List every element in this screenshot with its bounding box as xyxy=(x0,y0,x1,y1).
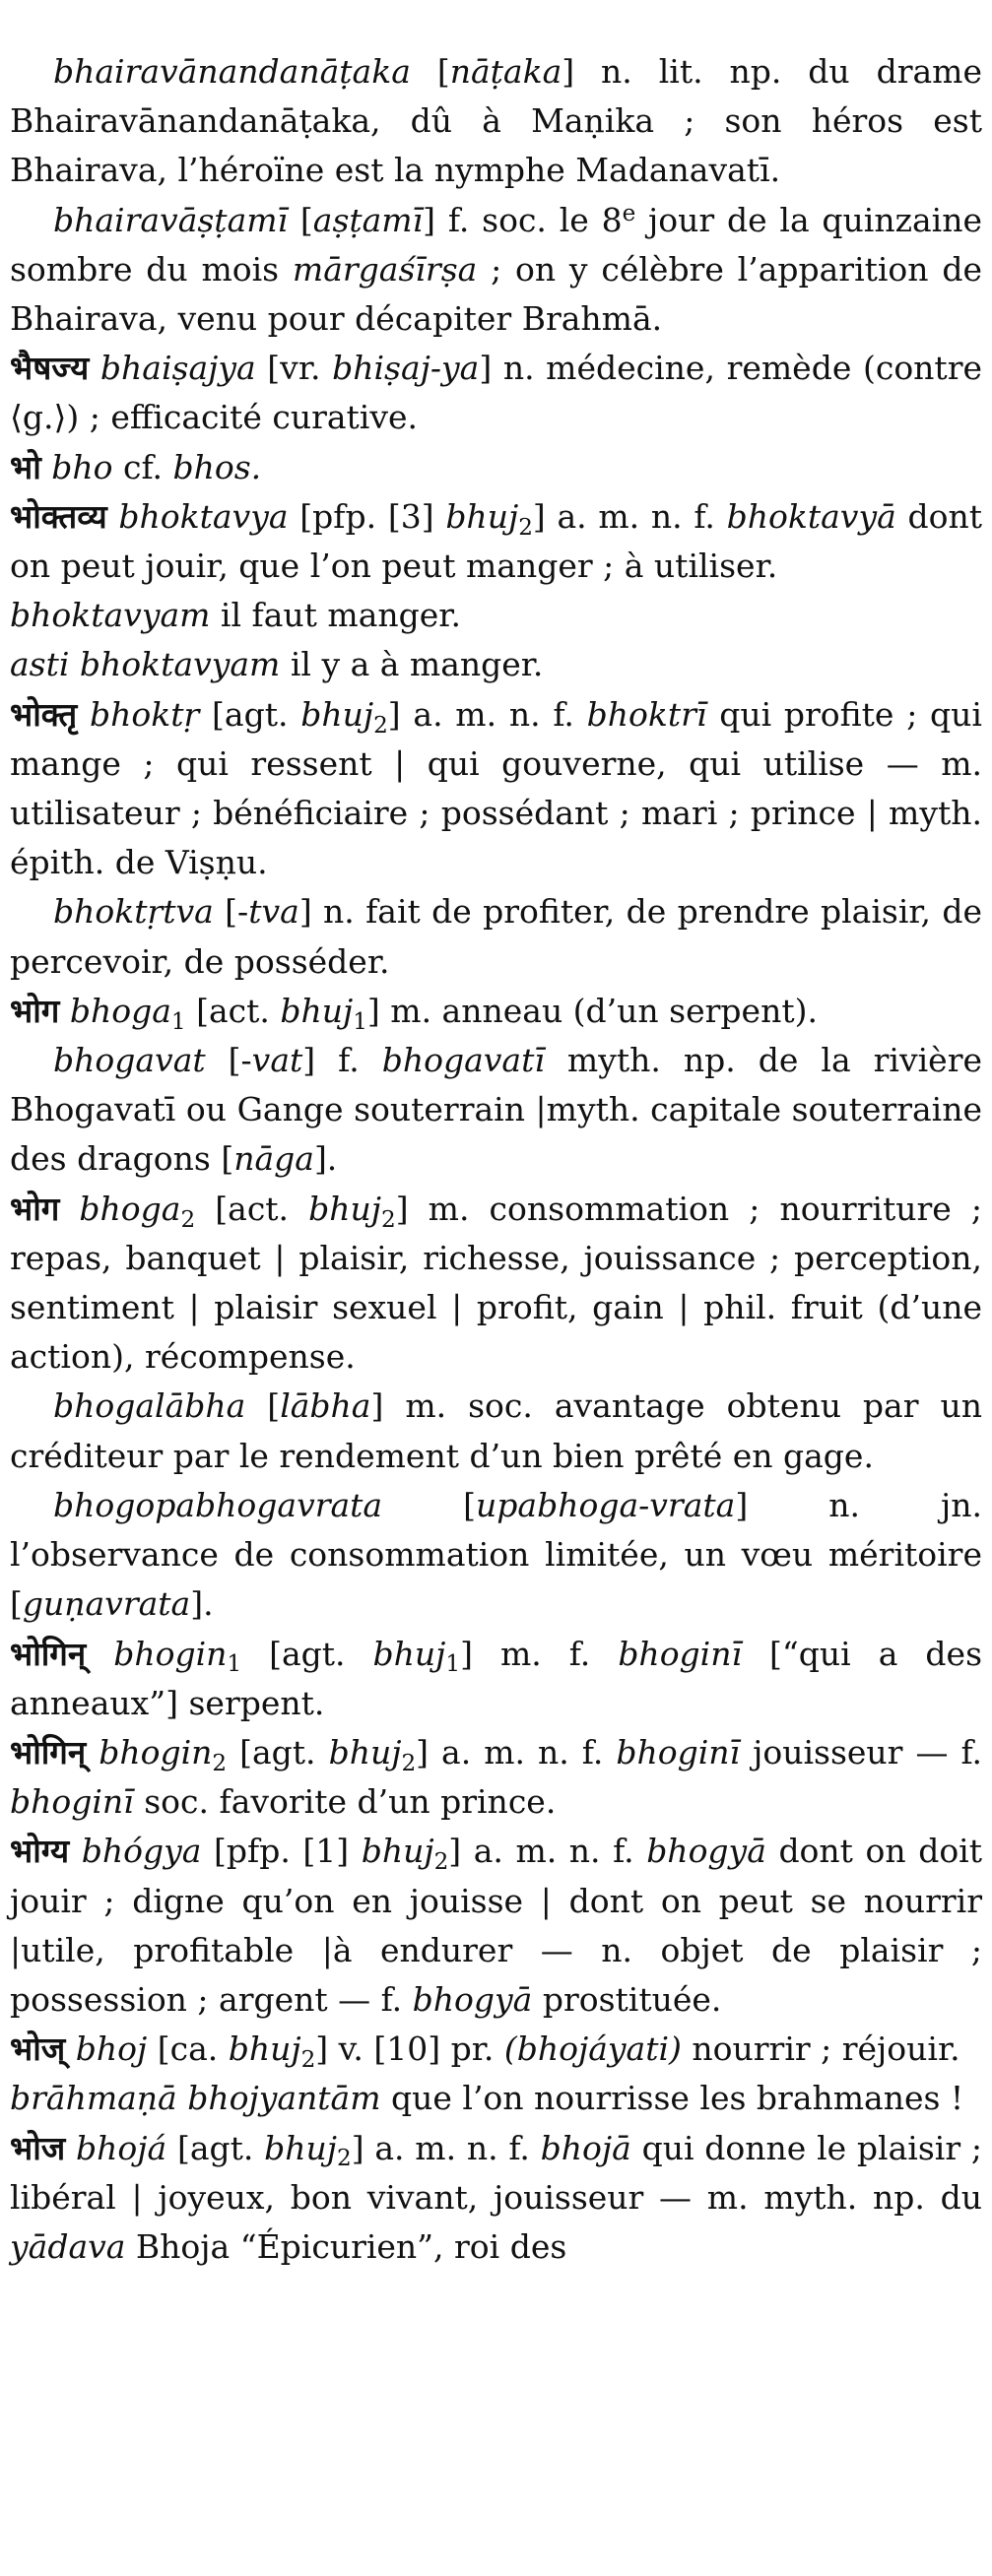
devanagari-headword: भोक्तृ xyxy=(10,694,78,734)
entry-text: il faut manger. xyxy=(210,596,461,635)
entry-text: ] n. médecine, remède (contre ⟨g.⟩) ; efficacité curative. xyxy=(10,349,983,437)
italic-term: bhairavāṣṭamī xyxy=(53,200,289,239)
italic-term: bhairavānandanāṭaka xyxy=(53,52,411,91)
italic-term: nāṭaka xyxy=(449,52,562,91)
dictionary-entry xyxy=(10,1185,982,1383)
entry-text: ] n. fait de profiter, de prendre plaisir, de percevoir, de posséder. xyxy=(10,892,983,981)
italic-term: bhogavat xyxy=(53,1041,206,1080)
entry-text: [agt. xyxy=(166,2128,265,2167)
dictionary-entry xyxy=(10,1036,982,1185)
superscript: e xyxy=(622,201,636,227)
entry-text: [ xyxy=(288,200,313,239)
italic-term: asti bhoktavyam xyxy=(10,645,281,684)
entry-text: Bhoja “Épicurien”, roi des xyxy=(125,2226,567,2266)
entry-text: ] a. m. n. f. xyxy=(532,496,727,536)
entry-text xyxy=(86,1733,99,1771)
entry-text: dont on doit jouir ; digne qu’on en jouisse | dont on peut se nourrir |utile, profitable |à endurer — n. objet de plaisir ; possession ; argent — f. xyxy=(10,1832,982,2019)
entry-text: ] m. anneau (d’un serpent). xyxy=(366,991,818,1030)
italic-term: bhuj xyxy=(300,694,374,734)
italic-term: bhuj xyxy=(264,2128,338,2167)
homonym-index: 1 xyxy=(445,1651,461,1678)
italic-term: bhoj xyxy=(75,2029,148,2069)
entry-text: ] m. soc. avantage obtenu par un créditeur par le rendement d’un bien prêté en gage. xyxy=(10,1386,982,1475)
homonym-index: 2 xyxy=(433,1849,449,1876)
entry-text: ] m. f. xyxy=(460,1634,619,1673)
italic-term: bhojā xyxy=(540,2128,631,2167)
italic-term: bhogavatī xyxy=(381,1041,545,1080)
italic-term: upabhoga-vrata xyxy=(476,1485,736,1524)
entry-text: ] m. consommation ; nourriture ; repas, banquet | plaisir, richesse, jouissance ; perception, sentiment | plaisir sexuel | profit, gain | phil. fruit (d’une action), récompense. xyxy=(10,1189,982,1377)
entry-text: [agt. xyxy=(199,694,301,734)
entry-text: qui donne le plaisir ; libéral | joyeux, bon vivant, jouisseur — m. myth. np. du xyxy=(10,2128,982,2217)
entry-text: ] a. m. n. f. xyxy=(351,2128,541,2167)
italic-term: aṣṭamī xyxy=(312,200,424,239)
entry-text: [- xyxy=(213,892,249,932)
homonym-index: 2 xyxy=(180,1206,196,1233)
entry-text: ] f. soc. le 8 xyxy=(423,200,623,239)
entry-text: myth. np. de la rivière Bhogavatī ou Gange souterrain |myth. capitale souterraine des dragons [ xyxy=(10,1041,983,1179)
italic-term: bhogin xyxy=(113,1634,228,1673)
homonym-index: 2 xyxy=(401,1750,417,1776)
dictionary-entry xyxy=(10,987,982,1036)
homonym-index: 2 xyxy=(518,514,533,541)
homonym-index: 2 xyxy=(212,1750,228,1776)
entry-text: dont on peut jouir, que l’on peut manger ; à utiliser. xyxy=(10,496,982,586)
italic-term: bhoginī xyxy=(616,1732,741,1771)
italic-term: bhogyā xyxy=(646,1832,766,1871)
italic-term: bhoginī xyxy=(618,1634,743,1673)
entry-text: [pfp. [3] xyxy=(288,496,446,536)
dictionary-entry xyxy=(10,591,982,640)
entry-text: ] n. jn. l’observance de consommation limitée, un vœu méritoire [ xyxy=(10,1485,982,1624)
dictionary-entry xyxy=(10,1481,982,1630)
italic-term: bhogalābha xyxy=(53,1386,246,1426)
entry-text: ] a. m. n. f. xyxy=(416,1732,617,1771)
entry-text: jour de la quinzaine sombre du mois xyxy=(10,200,982,289)
dictionary-entry xyxy=(10,887,982,986)
italic-term: bhoktavyam xyxy=(10,596,211,635)
devanagari-headword: भोज् xyxy=(10,2029,66,2069)
entry-text: [vr. xyxy=(255,349,333,388)
italic-term: bhuj xyxy=(445,496,519,536)
italic-term: bhoktṛtva xyxy=(53,892,214,932)
entry-text: ] v. [10] pr. xyxy=(315,2029,504,2069)
entry-text: [ca. xyxy=(147,2029,229,2069)
italic-term: mārgaśīrṣa xyxy=(292,249,478,289)
dictionary-entry xyxy=(10,640,982,689)
entry-text: prostituée. xyxy=(532,1979,722,2019)
entry-text: [ xyxy=(245,1386,281,1426)
entry-text xyxy=(69,1832,82,1870)
homonym-index: 2 xyxy=(337,2146,352,2172)
devanagari-headword: भोगिन् xyxy=(10,1634,87,1673)
entry-text: [act. xyxy=(185,991,281,1030)
devanagari-headword: भैषज्य xyxy=(10,349,90,388)
italic-term: bhuj xyxy=(372,1634,446,1673)
devanagari-headword: भोक्तव्य xyxy=(10,496,107,536)
italic-term: vat xyxy=(251,1041,303,1080)
italic-term: bhogin xyxy=(99,1732,213,1771)
entry-text: soc. favorite d’un prince. xyxy=(133,1782,557,1822)
dictionary-entry xyxy=(10,1728,982,1827)
entry-text: jouisseur — f. xyxy=(740,1732,982,1771)
homonym-index: 1 xyxy=(353,1008,367,1035)
dictionary-entry xyxy=(10,344,982,442)
entry-text xyxy=(59,1190,79,1228)
entry-text: qui profite ; qui mange ; qui ressent | qui gouverne, qui utilise — m. utilisateur ; bénéficiaire ; possédant ; mari ; prince | myth. épith. de Viṣṇu. xyxy=(10,694,982,882)
entry-text: [- xyxy=(205,1041,252,1080)
italic-term: (bhojáyati) xyxy=(503,2029,682,2069)
entry-text: que l’on nourrisse les brahmanes ! xyxy=(380,2079,964,2118)
italic-term: bhuj xyxy=(308,1189,382,1228)
italic-term: bhoktṛ xyxy=(90,694,200,734)
italic-term: bhoktavyā xyxy=(726,496,896,536)
entry-text: ] a. m. n. f. xyxy=(448,1832,647,1871)
entry-text: ] a. m. n. f. xyxy=(387,694,587,734)
devanagari-headword: भोगिन् xyxy=(10,1732,87,1771)
dictionary-entry xyxy=(10,196,982,345)
devanagari-headword: भो xyxy=(10,447,41,486)
dictionary-entry xyxy=(10,2124,982,2273)
entry-text: [act. xyxy=(195,1189,309,1228)
entry-text: [agt. xyxy=(241,1634,373,1673)
homonym-index: 2 xyxy=(300,2047,316,2074)
italic-term: bhuj xyxy=(280,991,354,1030)
entry-text xyxy=(65,2029,76,2068)
italic-term: bhaiṣajya xyxy=(99,349,256,388)
homonym-index: 1 xyxy=(170,1008,186,1035)
devanagari-headword: भोज xyxy=(10,2128,66,2167)
devanagari-headword: भोग xyxy=(10,991,60,1030)
italic-term: guṇavrata xyxy=(22,1584,191,1624)
homonym-index: 2 xyxy=(381,1206,396,1233)
entry-text xyxy=(107,497,119,536)
entry-text: [“qui a des anneaux”] serpent. xyxy=(10,1634,982,1722)
entry-text: [agt. xyxy=(227,1732,329,1771)
italic-term: bhiṣaj-ya xyxy=(332,349,480,388)
italic-term: tva xyxy=(248,892,299,932)
italic-term: bhuj xyxy=(328,1732,402,1771)
italic-term: bhoga xyxy=(79,1189,181,1228)
italic-term: bhoktavya xyxy=(118,496,289,536)
italic-term: bhógya xyxy=(81,1832,202,1871)
entry-text: [ xyxy=(410,52,450,91)
entry-text: ]. xyxy=(190,1584,214,1624)
dictionary-entry xyxy=(10,443,982,492)
italic-term: bhuj xyxy=(228,2029,301,2069)
entry-text: ] f. xyxy=(302,1041,382,1080)
dictionary-entry xyxy=(10,1382,982,1480)
italic-term: bhos. xyxy=(172,447,262,486)
italic-term: bhojá xyxy=(76,2128,167,2167)
dictionary-entry xyxy=(10,492,982,591)
entry-text xyxy=(41,448,52,486)
italic-term: bhoginī xyxy=(10,1782,134,1822)
entry-text xyxy=(89,349,100,387)
entry-text xyxy=(65,2129,76,2167)
entry-text xyxy=(77,695,90,734)
italic-term: bho xyxy=(51,447,113,486)
dictionary-entry xyxy=(10,690,982,888)
entry-text: nourrir ; réjouir. xyxy=(681,2029,960,2069)
entry-text: ] n. lit. np. du drame Bhairavānandanāṭaka, dû à Maṇika ; son héros est Bhairava, l’héroïne est la nymphe Madanavatī. xyxy=(10,52,982,190)
italic-term: bhuj xyxy=(361,1832,434,1871)
devanagari-headword: भोग्य xyxy=(10,1832,70,1871)
italic-term: yādava xyxy=(10,2226,126,2266)
italic-term: bhoga xyxy=(69,991,171,1030)
italic-term: bhogopabhogavrata xyxy=(53,1485,383,1524)
dictionary-entry xyxy=(10,47,982,196)
dictionary-entry xyxy=(10,1630,982,1728)
entry-text: cf. xyxy=(112,447,173,486)
dictionary-entry xyxy=(10,2025,982,2074)
italic-term: brāhmaṇā bhojyantām xyxy=(10,2079,381,2118)
homonym-index: 2 xyxy=(373,712,388,739)
entry-text: ; on y célèbre l’apparition de Bhairava, venu pour décapiter Brahmā. xyxy=(10,249,982,339)
entry-text: il y a à manger. xyxy=(280,645,544,684)
dictionary-entry xyxy=(10,2074,982,2123)
entry-text: [pfp. [1] xyxy=(201,1832,362,1871)
entry-text: ]. xyxy=(313,1139,338,1179)
entry-text xyxy=(86,1635,113,1673)
dictionary-entry xyxy=(10,1827,982,2025)
entry-text xyxy=(59,992,70,1030)
homonym-index: 1 xyxy=(227,1651,242,1678)
italic-term: lābha xyxy=(280,1386,371,1426)
devanagari-headword: भोग xyxy=(10,1189,60,1228)
italic-term: nāga xyxy=(233,1139,314,1179)
italic-term: bhoktrī xyxy=(586,694,707,734)
entry-text: [ xyxy=(382,1485,477,1524)
italic-term: bhogyā xyxy=(412,1979,533,2019)
